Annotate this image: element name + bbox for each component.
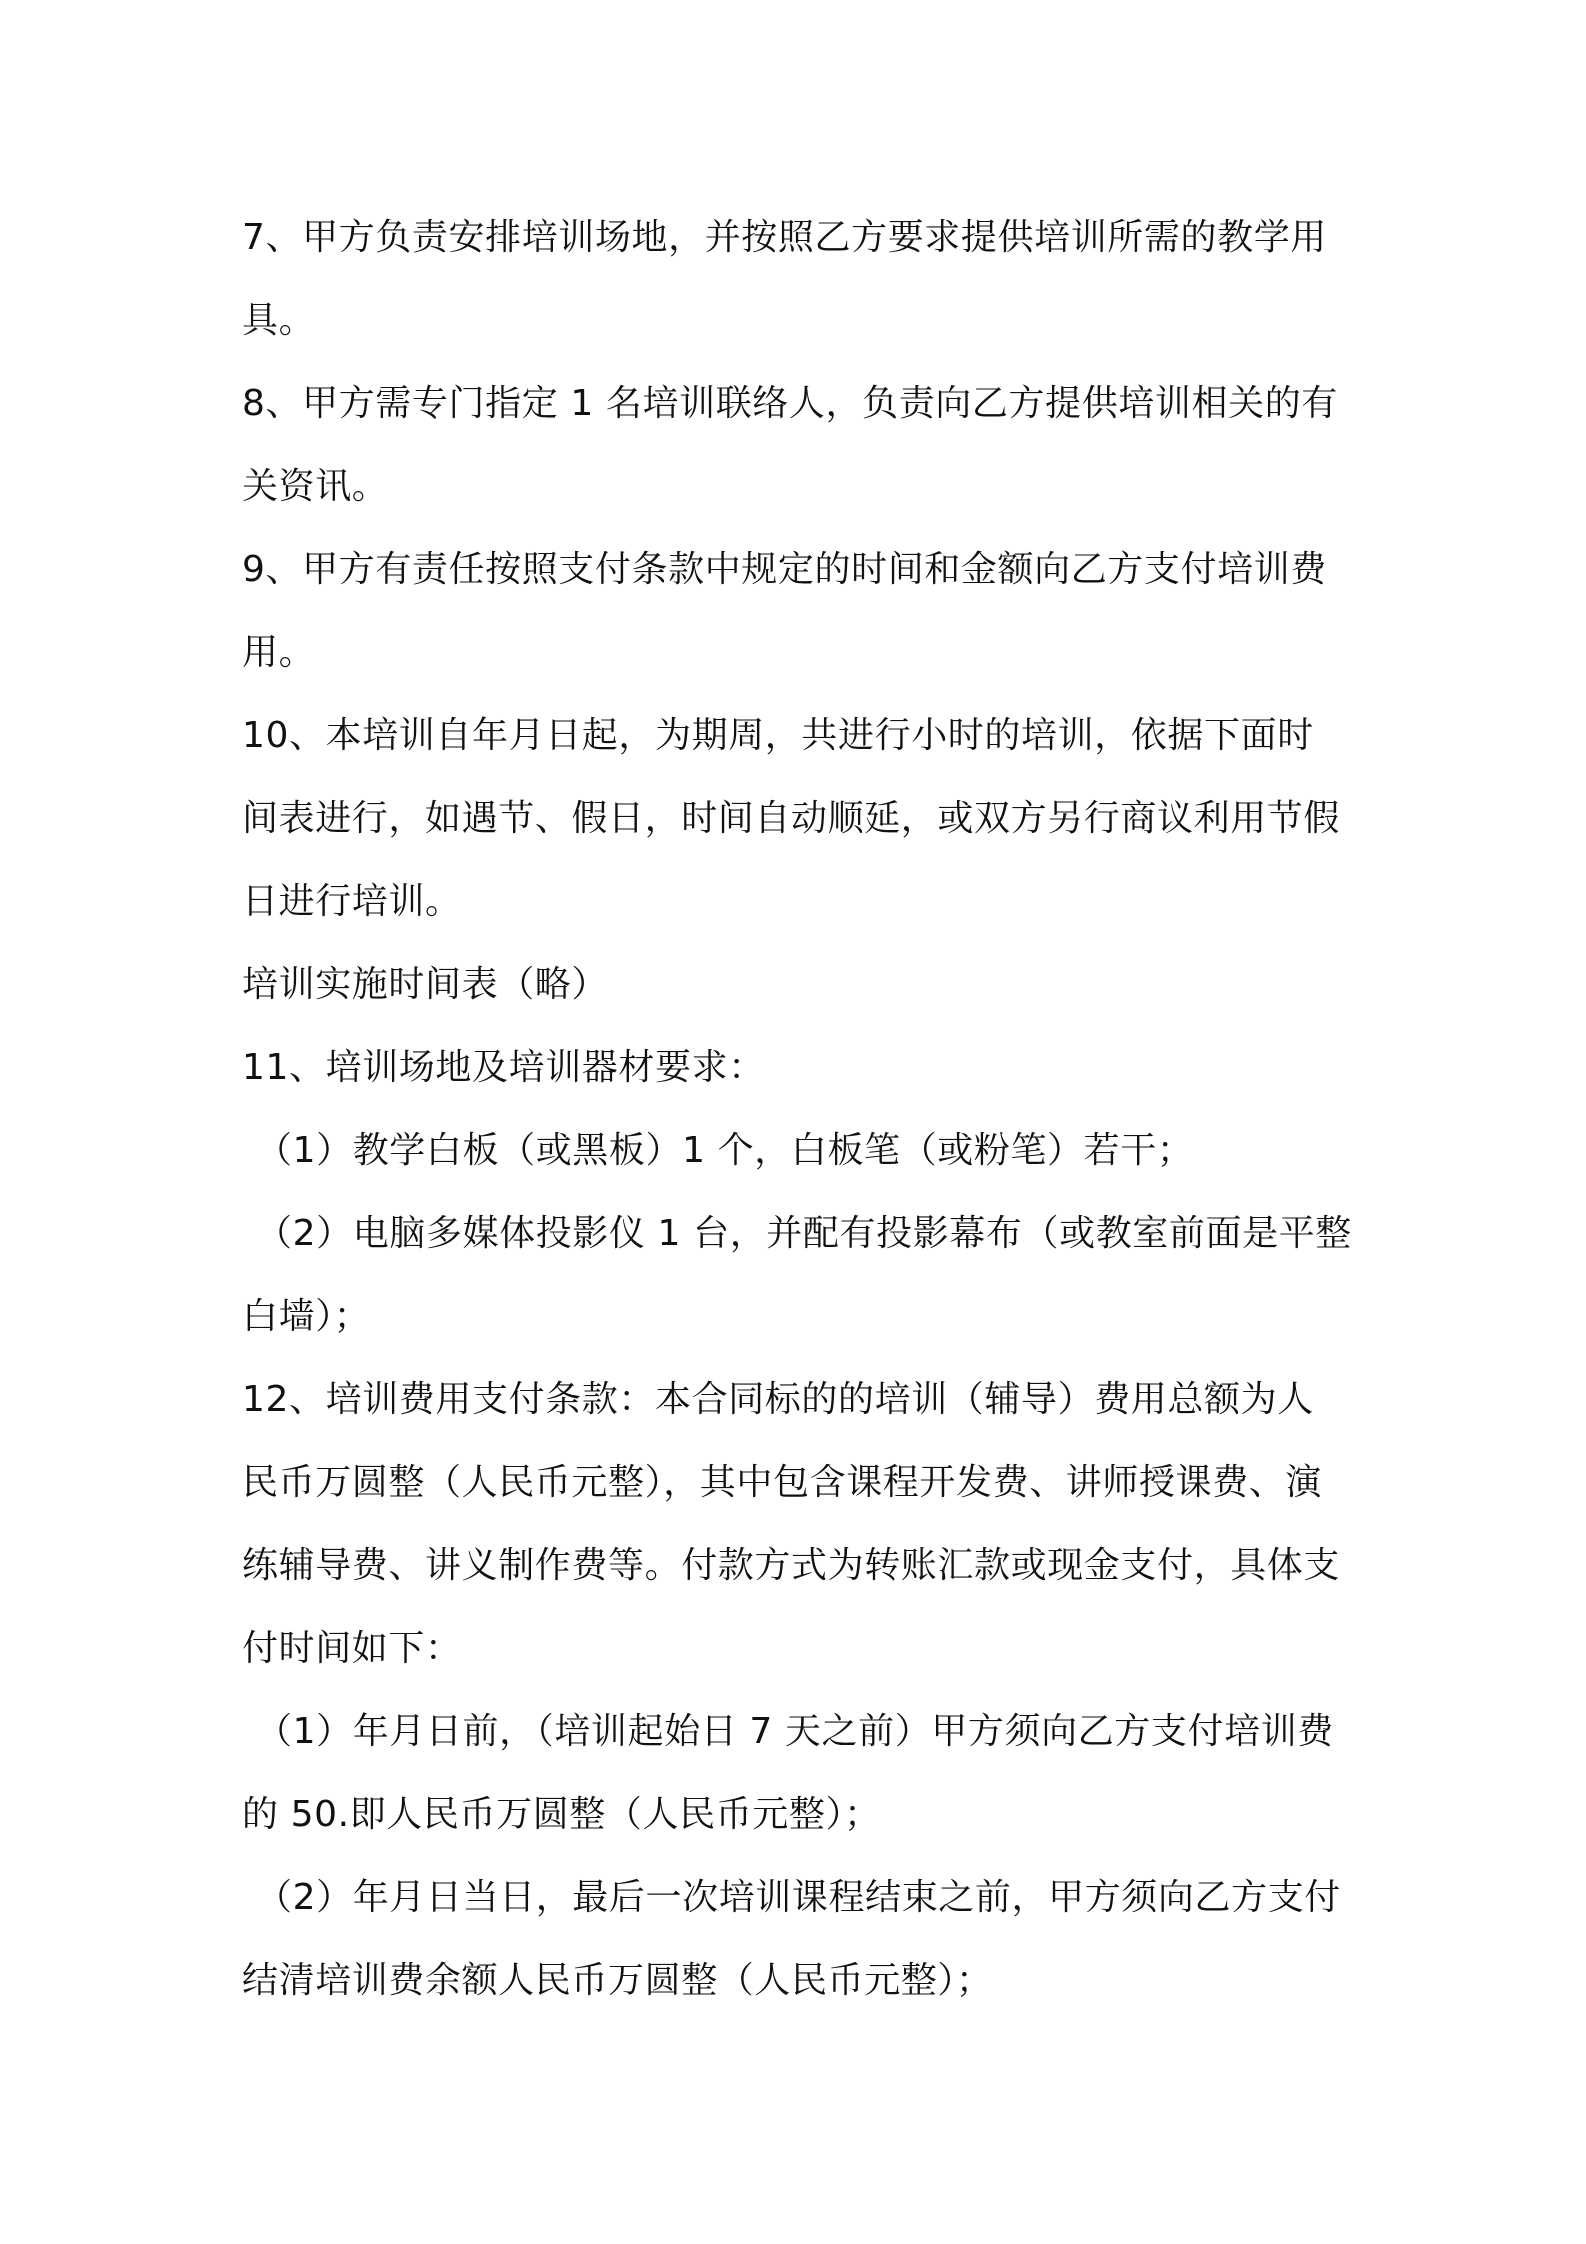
clause-12-item-2-line-2: 结清培训费余额人民币万圆整（人民币元整）；: [242, 1960, 993, 2001]
clause-10-line-2: 间表进行，如遇节、假日，时间自动顺延，或双方另行商议利用节假: [242, 798, 1341, 839]
clause-7-line-2: 具。: [242, 300, 316, 341]
clause-12-item-1-line-2: 的 50.即人民币万圆整（人民币元整）；: [242, 1794, 881, 1835]
clause-9-line-2: 用。: [242, 632, 316, 673]
clause-12-line-2: 民币万圆整（人民币元整），其中包含课程开发费、讲师授课费、演: [242, 1462, 1323, 1503]
clause-7-line-1: 7、甲方负责安排培训场地，并按照乙方要求提供培训所需的教学用: [242, 217, 1327, 258]
clause-10-line-1: 10、本培训自年月日起，为期周，共进行小时的培训，依据下面时: [242, 715, 1314, 756]
clause-8-line-2: 关资讯。: [242, 466, 389, 507]
clause-11-item-2-line-1: （2）电脑多媒体投影仪 1 台，并配有投影幕布（或教室前面是平整: [256, 1213, 1352, 1254]
clause-12-line-4: 付时间如下：: [242, 1628, 462, 1669]
clause-8-line-1: 8、甲方需专门指定 1 名培训联络人，负责向乙方提供培训相关的有: [242, 383, 1338, 424]
clause-12-line-3: 练辅导费、讲义制作费等。付款方式为转账汇款或现金支付，具体支: [242, 1545, 1341, 1586]
schedule-note: 培训实施时间表（略）: [242, 964, 609, 1005]
clause-12-item-2-line-1: （2）年月日当日，最后一次培训课程结束之前，甲方须向乙方支付: [256, 1877, 1341, 1918]
clause-11-item-1: （1）教学白板（或黑板）1 个，白板笔（或粉笔）若干；: [256, 1130, 1194, 1171]
clause-11-heading: 11、培训场地及培训器材要求：: [242, 1047, 765, 1088]
document-body: [242, 196, 1352, 2022]
clause-9-line-1: 9、甲方有责任按照支付条款中规定的时间和金额向乙方支付培训费: [242, 549, 1327, 590]
clause-11-item-2-line-2: 白墙）；: [242, 1296, 371, 1337]
clause-12-line-1: 12、培训费用支付条款：本合同标的的培训（辅导）费用总额为人: [242, 1379, 1314, 1420]
clause-12-item-1-line-1: （1）年月日前，（培训起始日 7 天之前）甲方须向乙方支付培训费: [256, 1711, 1334, 1752]
clause-10-line-3: 日进行培训。: [242, 881, 462, 922]
